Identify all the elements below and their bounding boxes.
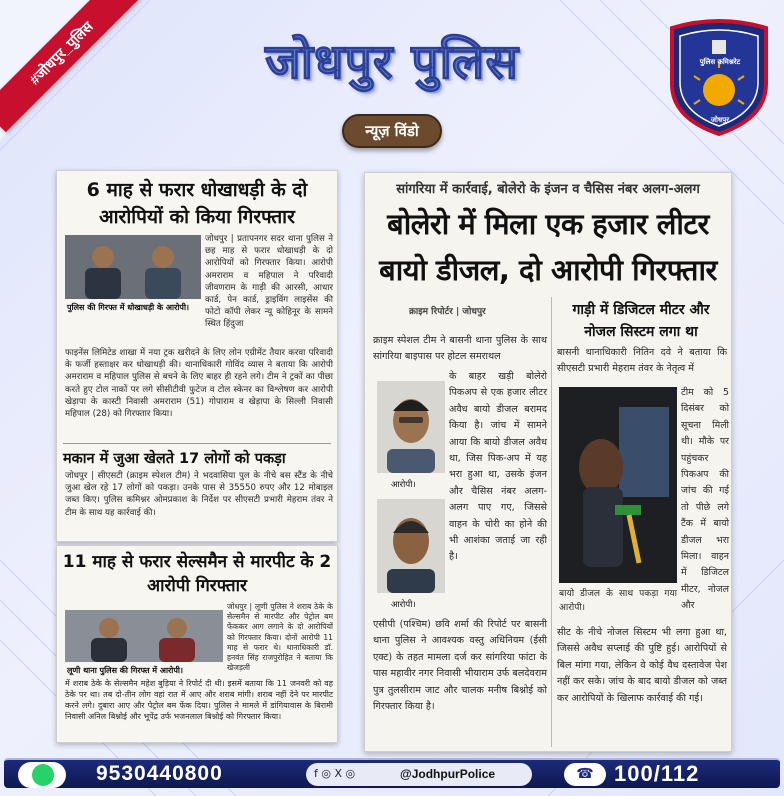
photo-caption: लूणी थाना पुलिस की गिरफ्त में आरोपी। bbox=[67, 666, 184, 675]
photo-label: आरोपी। bbox=[391, 600, 416, 610]
article-col2-intro: बासनी थानाधिकारी नितिन दवे ने बताया कि सीएसटी प्रभारी मेहराम तंवर के नेतृत्व में bbox=[557, 347, 727, 375]
social-handle-pill[interactable] bbox=[306, 763, 532, 786]
article-intro: क्राइम स्पेशल टीम ने बासनी थाना पुलिस के साथ सांगरिया बाइपास पर होटल समराथल bbox=[373, 335, 547, 363]
divider bbox=[63, 443, 331, 444]
social-icons: f ◎ X ◎ bbox=[314, 767, 356, 780]
accused-photo-1 bbox=[377, 381, 445, 473]
news-window-label: न्यूज़ विंडो bbox=[342, 114, 442, 148]
photo-label: आरोपी। bbox=[391, 480, 416, 490]
badge-top-text: पुलिस कमिश्नरेट bbox=[699, 58, 741, 66]
badge-bottom-text: जोधपुर bbox=[710, 116, 730, 124]
photo-caption: पुलिस की गिरफ्त में धोखाधड़ी के आरोपी। bbox=[67, 303, 190, 312]
clip-paragraph-right: जोधपुर | लूणी पुलिस ने शराब ठेके के सेल्समैन से मारपीट और पेट्रोल बम फेंककर आग लगाने के दो आरोपियों को गिरफ्तार किया। दोनों आरोपी 11 माह से फरार थे। थानाधिकारी डॉ. हनवंत सिंह राजपुरोहित ने बताया कि खेजड़ली bbox=[227, 602, 333, 673]
article-col2-body: टीम को 5 दिसंबर को सूचना मिली थी। मौके पर पहुंचकर पिकअप की जांच की गई तो पीछे लगे टैंक में बायो डीजल भरा मिला। वाहन में डिजिटल मीटर, नोजल और bbox=[681, 387, 729, 612]
article-body: के बाहर खड़ी बोलेरो पिकअप से एक हजार लीटर अवैध बायो डीजल बरामद किया है। जांच में सामने आया कि बायो डीजल अवैध था, जिस पिक-अप में यह भरा हुआ था, उसके इंजन और चैसिस नंबर अलग-अलग पाए गए, जिससे वाहन के चोरी का होने की भी आशंका जताई जा रही है। bbox=[449, 371, 547, 563]
sub-paragraph: जोधपुर | सीएसटी (क्राइम स्पेशल टीम) ने भदवासिया पुल के नीचे बस स्टैंड के नीचे जुआ खेल रहे 17 लोगों को पकड़ा। उनके पास से 35550 रुपए और 12 मोबाइल जब्त किए। पुलिस कमिश्नर ओमप्रकाश के निर्देश पर सीएसटी प्रभारी मेहराम तंवर ने टीम के साथ यह कार्रवाई की। bbox=[65, 471, 333, 518]
article-headline bbox=[365, 201, 731, 293]
clip-headline: 11 माह से फरार सेल्समैन से मारपीट के 2 आरोपी गिरफ्तार bbox=[62, 552, 332, 596]
headline-line-2: बायो डीजल, दो आरोपी गिरफ्तार bbox=[379, 253, 717, 287]
article-dateline: क्राइम रिपोर्टर | जोधपुर bbox=[409, 307, 486, 317]
article-kicker: सांगरिया में कार्रवाई, बोलेरो के इंजन व चैसिस नंबर अलग-अलग bbox=[396, 182, 700, 197]
accused-photo bbox=[65, 610, 223, 662]
whatsapp-icon[interactable] bbox=[18, 762, 66, 788]
clip-paragraph-continued: में शराब ठेके के सेल्समैन महेश बुड़िया ने रिपोर्ट दी थी। इसमें बताया कि 11 जनवरी को वह ठेके पर था। तब दो-तीन लोग वहां रात में आए और शराब मांगी। शराब नहीं देने पर मारपीट करने लगे। दुबारा आए और पेट्रोल बम फेंक दिया। पुलिस ने मामले में डांगियावास के बिरामी निवासी अनिल बिश्नोई और भूपेंद्र उर्फ भजनलाल बिश्नोई को गिरफ्तार किया। bbox=[65, 679, 333, 721]
phone-icon: ☎ bbox=[564, 763, 606, 786]
whatsapp-number[interactable]: 9530440800 bbox=[96, 762, 223, 785]
accused-photo-2 bbox=[377, 499, 445, 593]
clip-headline: 6 माह से फरार धोखाधड़ी के दो आरोपियों को किया गिरफ्तार bbox=[86, 179, 308, 228]
sub-headline: मकान में जुआ खेलते 17 लोगों को पकड़ा bbox=[63, 451, 286, 467]
social-handle[interactable]: @JodhpurPolice bbox=[400, 767, 496, 781]
page-title: जोधपुर पुलिस bbox=[265, 34, 519, 90]
news-clip-fraud bbox=[56, 170, 338, 542]
headline-line-1: बोलेरो में मिला एक हजार लीटर bbox=[387, 207, 709, 241]
news-clip-assault bbox=[56, 545, 338, 743]
side-headline: गाड़ी में डिजिटल मीटर और नोजल सिस्टम लगा था bbox=[572, 302, 710, 340]
article-col2-continued: सीट के नीचे नोजल सिस्टम भी लगा हुआ था, जिससे अवैध सप्लाई की पुष्टि हुई। आरोपियों से बिल मांगा गया, लेकिन वे कोई वैध दस्तावेज पेश नहीं कर सके। जांच के बाद बायो डीजल को जब्त कर आरोपियों के खिलाफ कार्रवाई की गई। bbox=[557, 627, 727, 704]
article-body-continued: एसीपी (पश्चिम) छवि शर्मा की रिपोर्ट पर बासनी थाना पुलिस ने आवश्यक वस्तु अधिनियम (ईसी एक्ट) के तहत मामला दर्ज कर सांगरिया फांटा के पास महावीर नगर निवासी भीयाराम उर्फ बलदेवराम पुत्र तुलसीराम जाट और चालक मनीष बिश्नोई को गिरफ्तार किया है। bbox=[373, 619, 547, 713]
emergency-numbers[interactable]: 100/112 bbox=[614, 761, 700, 786]
clip-paragraph-continued: फाइनेंस लिमिटेड शाखा में नया ट्रक खरीदने के लिए लोन एग्रीमेंट तैयार करवा परिवादी के फर्जी हस्ताक्षर कर धोखाधड़ी की। थानाधिकारी गोविंद व्यास ने बताया कि आरोपी अमराराम व महिपाल पुलिस से बचने के लिए बाहर ही रहने लगे। टीम ने ट्रकों का पीछा करते हुए टोल नाकों पर लगे सीसीटीवी फुटेज व टोल स्केनर का विश्लेषण कर आरोपी खेड़ापा के कास्टी निवासी अमराराम (51) गोपाराम व खेड़ापा के सिल्ली निवासी महिपाल (28) को गिरफ्तार किया। bbox=[65, 348, 333, 420]
fuel-photo bbox=[559, 387, 677, 583]
news-article-biodiesel bbox=[364, 172, 732, 752]
contact-footer bbox=[4, 758, 780, 788]
accused-photo bbox=[65, 235, 201, 299]
fuel-photo-caption: बायो डीजल के साथ पकड़ा गया आरोपी। bbox=[559, 589, 677, 613]
column-divider bbox=[551, 297, 552, 747]
hashtag-ribbon: #जोधपुर_पुलिस bbox=[0, 0, 140, 132]
clip-paragraph: जोधपुर | प्रतापनगर सदर थाना पुलिस ने छह माह से फरार धोखाधड़ी के दो आरोपियों को गिरफ्तार किया। आरोपी अमराराम व महिपाल ने परिवादी जीवणराम के गाड़ी की आरसी, आधार कार्ड, पेन कार्ड, ड्राइविंग लाइसेंस की फोटो कॉपी लेकर न्यू कोहिनूर के सामने स्थित हिंदुजा bbox=[205, 234, 333, 330]
